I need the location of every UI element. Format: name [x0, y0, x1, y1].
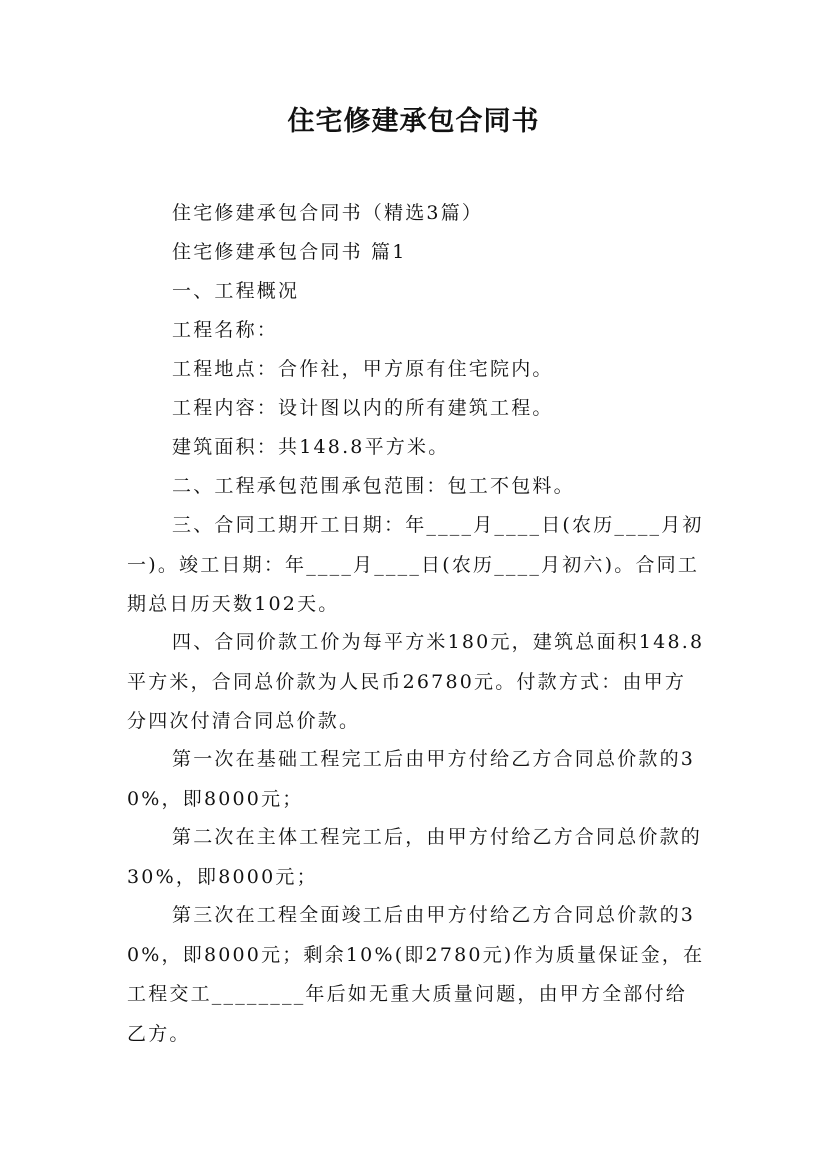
section-heading: 住宅修建承包合同书 篇1: [172, 241, 407, 263]
document-title: 住宅修建承包合同书: [287, 106, 540, 137]
paragraph: 第一次在基础工程完工后由甲方付给乙方合同总价款的30%，即8000元；: [127, 748, 696, 810]
text-line: 建筑面积：共148.8平方米。: [172, 436, 450, 458]
paragraph: 第三次在工程全面竣工后由甲方付给乙方合同总价款的30%，即8000元；剩余10%(即2780元)作为质量保证金，在工程交工________年后如无重大质量问题，由甲方全部付给乙方。: [127, 904, 705, 1045]
text-line: 工程地点：合作社，甲方原有住宅院内。: [172, 358, 554, 380]
text-line: 一、工程概况: [172, 280, 300, 302]
paragraph: 四、合同价款工价为每平方米180元，建筑总面积148.8平方米，合同总价款为人民币26780元。付款方式：由甲方分四次付清合同总价款。: [127, 631, 705, 732]
text-line: 工程名称：: [172, 319, 279, 341]
paragraph: 三、合同工期开工日期：年____月____日(农历____月初一)。竣工日期：年____月____日(农历____月初六)。合同工期总日历天数102天。: [127, 514, 704, 615]
paragraph: 第二次在主体工程完工后，由甲方付给乙方合同总价款的30%，即8000元；: [127, 826, 703, 888]
text-line: 二、工程承包范围承包范围：包工不包料。: [172, 475, 575, 497]
subtitle-line: 住宅修建承包合同书（精选3篇）: [172, 202, 484, 224]
text-line: 工程内容：设计图以内的所有建筑工程。: [172, 397, 554, 419]
